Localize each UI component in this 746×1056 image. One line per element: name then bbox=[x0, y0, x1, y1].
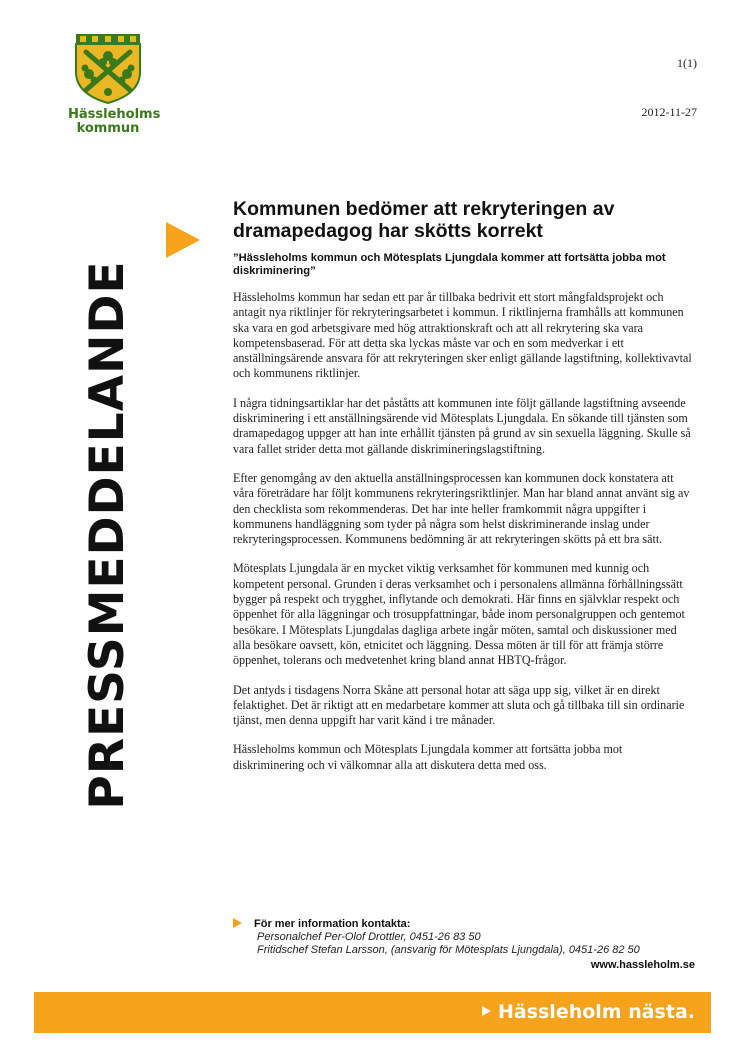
arrow-right-icon bbox=[482, 1006, 491, 1016]
arrow-right-icon bbox=[166, 222, 200, 258]
contact-line: Personalchef Per-Olof Drottler, 0451-26 83 50 bbox=[257, 931, 481, 943]
logo-name-line2: kommun bbox=[76, 121, 140, 136]
website-link[interactable]: www.hassleholm.se bbox=[590, 959, 695, 971]
arrow-right-icon bbox=[233, 918, 242, 928]
release-date: 2012-11-27 bbox=[641, 105, 697, 119]
logo-name-line1: Hässleholms bbox=[68, 107, 161, 122]
paragraph: I några tidningsartiklar har det påståtts att kommunen inte följt gällande lagstiftning avseende diskriminering i ett anställningsärende vid Mötesplats Ljungdala. En sökande till tjänsten som dramapedagog uppger att han inte erhållit tjänsten på grund av sin sexuella läggning. Skulle så vara fallet strider detta mot gällande diskrimineringslagstiftning. bbox=[233, 395, 691, 456]
paragraph: Det antyds i tisdagens Norra Skåne att personal hotar att säga upp sig, vilket är en direkt felaktighet. Det är riktigt att en medarbetare kommer att sluta och gå tillbaka till sin ordinarie tjänst, men denna uppgift har varit känd i tre månader. bbox=[233, 682, 685, 728]
paragraph: Mötesplats Ljungdala är en mycket viktig verksamhet för kommunen med kunnig och kompetent personal. Grunden i deras verksamhet och i personalens allmänna förhållningssätt bygger på respekt och trygghet, inflytande och demokrati. Här finns en självklar respekt och öppenhet för alla läggningar och trosuppfattningar, både inom personalgruppen och gentemot besökare. I Mötesplats Ljungdalas dagliga arbete ingår möten, samtal och diskussioner med alla besökare oavsett, kön, etnicitet och läggning. Dessa möten är till för att främja större öppenhet, tolerans och medvetenhet kring bland annat HBTQ-frågor. bbox=[233, 561, 685, 668]
headline: Kommunen bedömer att rekryteringen av dramapedagog har skötts korrekt bbox=[233, 198, 615, 242]
page-number: 1(1) bbox=[677, 56, 697, 70]
contact-heading-text: För mer information kontakta: bbox=[254, 918, 411, 930]
contact-info bbox=[233, 918, 695, 972]
coat-of-arms-icon bbox=[72, 32, 144, 104]
press-release-vertical-title: PRESSMEDDELANDE bbox=[80, 260, 135, 810]
footer-slogan bbox=[482, 1000, 695, 1024]
article bbox=[233, 198, 695, 787]
paragraph: Hässleholms kommun och Mötesplats Ljungdala kommer att fortsätta jobba mot diskriminering och vi välkomnar alla att diskutera detta med oss. bbox=[233, 742, 623, 772]
contact-heading bbox=[233, 918, 695, 931]
slogan-text: Hässleholm nästa. bbox=[497, 1001, 695, 1023]
logo-wordmark bbox=[68, 107, 161, 136]
subheading-quote: ”Hässleholms kommun och Mötesplats Ljungdala kommer att fortsätta jobba mot diskriminering” bbox=[233, 252, 666, 277]
contact-line: Fritidschef Stefan Larsson, (ansvarig för Mötesplats Ljungdala), 0451-26 82 50 bbox=[257, 944, 640, 956]
municipality-logo bbox=[68, 32, 161, 136]
paragraph: Hässleholms kommun har sedan ett par år tillbaka bedrivit ett stort mångfaldsprojekt och antagit nya riktlinjer för rekryteringsarbetet i kommun. I riktlinjerna framhålls att kommunen ska vara en god arbetsgivare med hög attraktionskraft och att all rekrytering ska vara kompetensbaserad. För att detta ska lyckas måste var och en som medverkar i ett anställningsärende ansvara för att rekryteringen sker enligt gällande lagstiftning, kollektivavtal och kommunens riktlinjer. bbox=[233, 290, 692, 381]
footer-banner bbox=[34, 992, 711, 1033]
paragraph: Efter genomgång av den aktuella anställningsprocessen kan kommunen dock konstatera att våra företrädare har följt kommunens rekryteringsriktlinjer. Man har bland annat använt sig av den checklista som rekommenderas. Det har inte heller framkommit några uppgifter i kommunens handläggning som tyder på några som helst diskriminerande inslag under rekryteringsprocessen. Kommunens bedömning är att rekryteringen skötts på ett bra sätt. bbox=[233, 470, 690, 547]
